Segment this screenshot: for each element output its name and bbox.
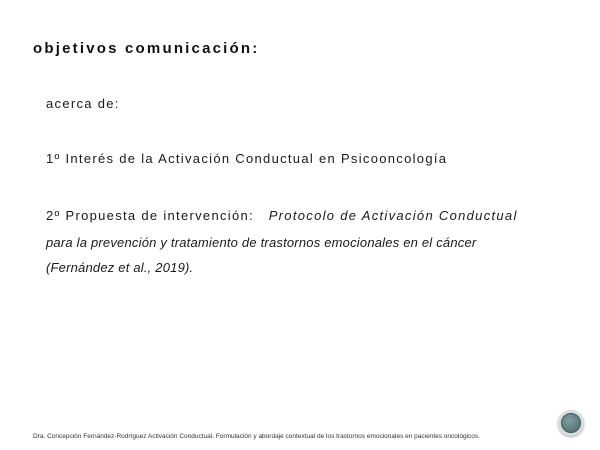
objective-item-2-line2: para la prevención y tratamiento de trastornos emocionales en el cáncer [46,235,477,250]
about-label: acerca de: [46,96,120,111]
objective-item-2 [46,208,518,223]
objective-item-1: 1º Interés de la Activación Conductual en Psicooncología [46,151,448,166]
objective-item-2-line3: (Fernández et al., 2019). [46,260,194,275]
circle-nav-icon [561,413,581,433]
objective-item-2-protocol: Protocolo de Activación Conductual [268,208,518,223]
objective-item-2-prefix: 2º Propuesta de intervención: [46,208,254,223]
slide-title: objetivos comunicación: [33,40,260,57]
slide-footer: Dra. Concepción Fernández-Rodríguez Activación Conductual. Formulación y abordaje contextual de los trastornos emocionales en pacientes oncológicos. [33,433,480,440]
slide-nav-button[interactable] [558,410,584,436]
